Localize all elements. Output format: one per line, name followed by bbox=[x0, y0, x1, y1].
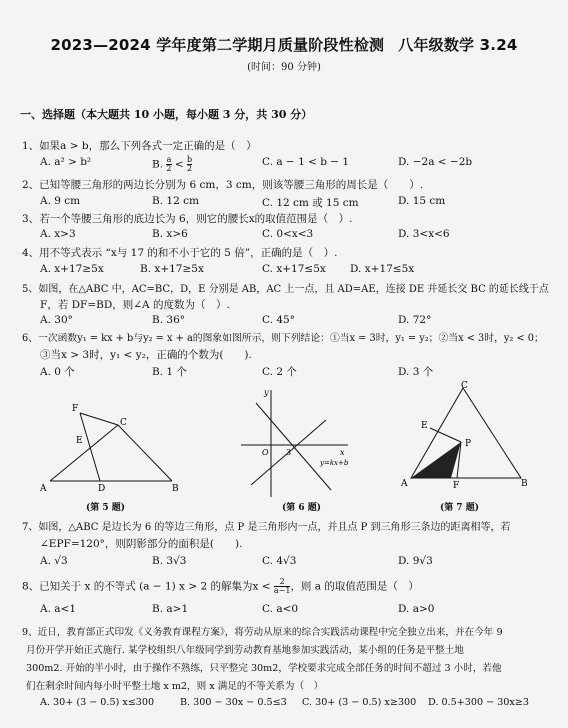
q8-option-c: C. a<0 bbox=[262, 603, 299, 615]
fig7-label-p: P bbox=[465, 439, 472, 449]
q4-option-b: B. x+17≥5x bbox=[140, 263, 204, 275]
q4-option-a: A. x+17≥5x bbox=[40, 263, 104, 275]
question-5-stem: 5、如图，在△ABC 中，AC=BC，D，E 分别是 AB，AC 上一点，且 AD=AE，连接 DE 并延长交 BC 的延长线于点 bbox=[22, 284, 549, 295]
q6-option-a: A. 0 个 bbox=[40, 366, 75, 378]
figure-7-caption: (第 7 题) bbox=[440, 503, 480, 513]
exam-title: 2023—2024 学年度第二学期月质量阶段性检测 bbox=[50, 36, 385, 54]
q1-option-b: B. $\frac{a}{2}$ < $\frac{b}{2}$ bbox=[152, 155, 193, 173]
fig5-label-f: F bbox=[72, 404, 79, 414]
figure-7 bbox=[395, 380, 535, 490]
fig7-label-c: C bbox=[461, 381, 468, 391]
grade-label: 八年级数学 3.24 bbox=[398, 36, 518, 54]
q1-option-d: D. −2a < −2b bbox=[398, 156, 473, 168]
figure-6-caption: (第 6 题) bbox=[282, 503, 322, 513]
segment-cb bbox=[118, 425, 172, 481]
q1-option-c: C. a − 1 < b − 1 bbox=[262, 156, 350, 168]
q2-option-a: A. 9 cm bbox=[40, 195, 81, 207]
question-5-stem-cont: F，若 DF=BD，则∠A 的度数为（ ）. bbox=[40, 299, 230, 311]
q1-option-b-letter: B. bbox=[152, 158, 164, 171]
figure-5 bbox=[40, 395, 190, 495]
question-9-stem-cont-3: 们在剩余时间内每小时平整土地 x m2，则 x 满足的不等关系为（ ） bbox=[26, 681, 324, 692]
question-8-stem bbox=[22, 578, 419, 595]
question-9-stem-cont-1: 月份开学开始正式施行. 某学校组织八年级同学到劳动教育基地参加实践活动，某小组的任务是平整土地 bbox=[26, 645, 464, 656]
q8-option-d: D. a>0 bbox=[398, 603, 435, 615]
q1-option-a: A. a² > b² bbox=[40, 156, 92, 168]
q8-stem-tail: ，则 a 的取值范围是（ ） bbox=[290, 580, 419, 593]
fig6-label-line: y=kx+b bbox=[320, 459, 349, 467]
q9-option-a: A. 30+ (3 − 0.5) x≤300 bbox=[40, 697, 155, 708]
question-2-stem: 2、已知等腰三角形的两边长分别为 6 cm，3 cm，则该等腰三角形的周长是（ ）. bbox=[22, 179, 424, 191]
frac-den: a−1 bbox=[273, 586, 291, 595]
q5-option-b: B. 36° bbox=[152, 314, 186, 326]
frac-num: a bbox=[166, 155, 172, 164]
q9-option-c: C. 30+ (3 − 0.5) x≥300 bbox=[302, 697, 417, 708]
q7-option-d: D. 9√3 bbox=[398, 555, 433, 567]
fraction bbox=[166, 156, 171, 173]
q9-option-d: D. 0.5+300 − 30x≥3 bbox=[428, 697, 529, 708]
segment-cf bbox=[80, 413, 118, 425]
q7-option-a: A. √3 bbox=[40, 555, 68, 567]
question-1-stem: 1、如果a > b，那么下列各式一定正确的是（ ） bbox=[22, 140, 257, 152]
fig5-label-c: C bbox=[120, 418, 127, 428]
q6-option-c: C. 2 个 bbox=[262, 366, 297, 378]
question-9-stem-cont-2: 300m2. 开始的半小时，由于操作不熟练，只平整完 30m2，学校要求完成全部任务的时间不超过 3 小时，若他 bbox=[26, 663, 502, 674]
question-7-stem: 7、如图，△ABC 是边长为 6 的等边三角形，点 P 是三角形内一点，并且点 P 到三角形三条边的距离相等，若 bbox=[22, 522, 511, 533]
q7-option-c: C. 4√3 bbox=[262, 555, 297, 567]
frac-num: b bbox=[186, 155, 193, 164]
fig5-lines bbox=[50, 413, 172, 481]
fig6-label-y: y bbox=[264, 388, 269, 397]
question-3-stem: 3、若一个等腰三角形的底边长为 6，则它的腰长x的取值范围是（ ）. bbox=[22, 213, 353, 225]
q3-option-c: C. 0<x<3 bbox=[262, 228, 314, 240]
q3-option-b: B. x>6 bbox=[152, 228, 188, 240]
q3-option-a: A. x>3 bbox=[40, 228, 76, 240]
time-limit: (时间：90 分钟) bbox=[247, 62, 321, 73]
figure-6 bbox=[236, 385, 351, 500]
fig6-label-origin: O bbox=[262, 448, 269, 457]
shaded-region bbox=[411, 442, 461, 478]
q8-option-b: B. a>1 bbox=[152, 603, 189, 615]
fig5-label-d: D bbox=[98, 484, 106, 494]
fig5-label-b: B bbox=[172, 484, 179, 494]
q2-option-d: D. 15 cm bbox=[398, 195, 446, 207]
q4-option-c: C. x+17≤5x bbox=[262, 263, 326, 275]
q5-option-d: D. 72° bbox=[398, 314, 432, 326]
q3-option-d: D. 3<x<6 bbox=[398, 228, 450, 240]
q7-option-b: B. 3√3 bbox=[152, 555, 187, 567]
fig7-label-f: F bbox=[453, 481, 460, 490]
q5-option-a: A. 30° bbox=[40, 314, 73, 326]
frac-den: 2 bbox=[187, 164, 193, 173]
q6-option-d: D. 3 个 bbox=[398, 366, 434, 378]
q9-option-b: B. 300 − 30x − 0.5≤3 bbox=[180, 697, 287, 708]
q2-option-c: C. 12 cm 或 15 cm bbox=[262, 197, 359, 209]
q8-stem-text: 8、已知关于 x 的不等式 (a − 1) x > 2 的解集为x < bbox=[22, 580, 271, 593]
frac-den: 2 bbox=[166, 164, 172, 173]
q4-option-d: D. x+17≤5x bbox=[350, 263, 415, 275]
fig7-lines bbox=[411, 388, 521, 478]
q5-option-c: C. 45° bbox=[262, 314, 295, 326]
section-heading: 一、选择题（本大题共 10 小题，每小题 3 分，共 30 分） bbox=[20, 108, 313, 121]
question-9-stem: 9、近日，教育部正式印发《义务教育课程方案》，将劳动从原来的综合实践活动课程中完全独立出来，并在今年 9 bbox=[22, 627, 503, 638]
fig7-label-a: A bbox=[401, 479, 408, 489]
segment-fd bbox=[80, 413, 100, 481]
figure-5-caption: (第 5 题) bbox=[86, 503, 126, 513]
fig6-lines bbox=[241, 390, 348, 497]
segment-ac bbox=[50, 425, 118, 481]
question-6-stem: 6、一次函数y₁ = kx + b与y₂ = x + a的图象如图所示，则下列结论：①当x = 3时，y₁ = y₂；②当x < 3时，y₂ < 0； bbox=[22, 333, 544, 344]
q2-option-b: B. 12 cm bbox=[152, 195, 199, 207]
page-title bbox=[0, 34, 568, 55]
fraction bbox=[274, 578, 291, 595]
triangle-abc bbox=[411, 388, 521, 478]
segment-ep bbox=[430, 428, 461, 442]
frac-num: 2 bbox=[274, 578, 291, 587]
fig7-label-b: B bbox=[521, 479, 528, 489]
q6-option-b: B. 1 个 bbox=[152, 366, 187, 378]
q8-option-a: A. a<1 bbox=[40, 603, 76, 615]
fraction bbox=[187, 156, 192, 173]
question-4-stem: 4、用不等式表示 “x与 17 的和不小于它的 5 倍”，正确的是（ ）. bbox=[22, 247, 338, 259]
fig7-label-e: E bbox=[421, 421, 428, 431]
question-6-stem-cont: ③当x > 3时，y₁ < y₂，正确的个数为( ). bbox=[40, 349, 252, 361]
fig6-label-3: 3 bbox=[286, 448, 292, 457]
fig5-label-e: E bbox=[76, 436, 83, 446]
line-y1 bbox=[256, 403, 331, 490]
fig6-label-x: x bbox=[340, 448, 345, 457]
fig5-label-a: A bbox=[40, 484, 47, 494]
question-7-stem-cont: ∠EPF=120°，则阴影部分的面积是( ). bbox=[40, 538, 243, 550]
